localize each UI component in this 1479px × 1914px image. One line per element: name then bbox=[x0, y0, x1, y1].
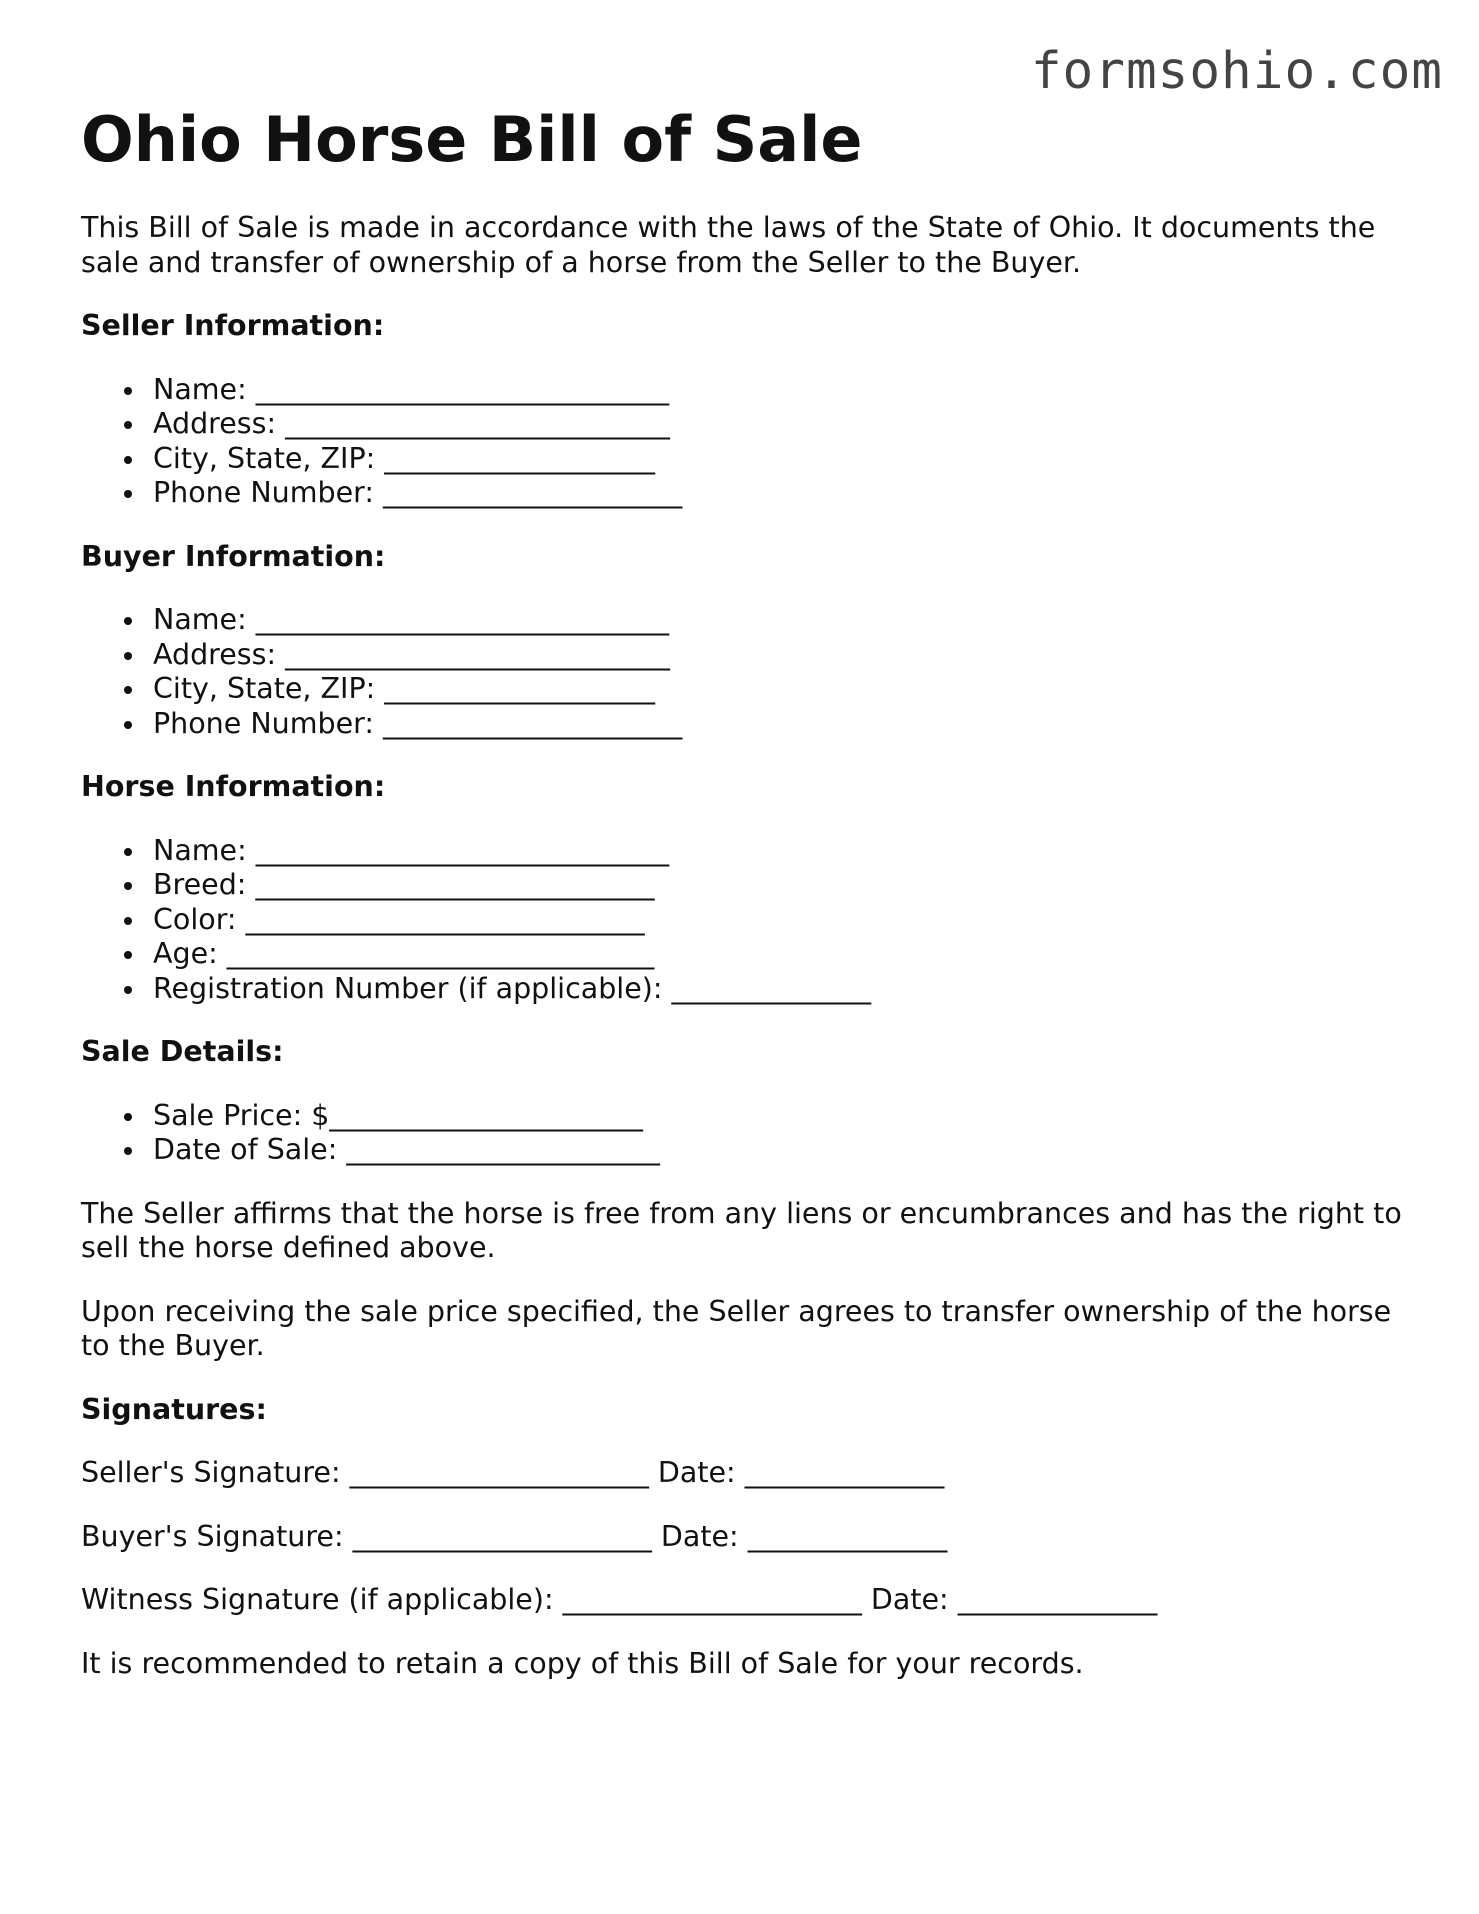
page-title: Ohio Horse Bill of Sale bbox=[81, 103, 863, 176]
buyer-name-field: Name: _____________________________ bbox=[153, 603, 1411, 638]
affirmation-paragraph: The Seller affirms that the horse is free from any liens or encumbrances and has the right to sell the horse defined above. bbox=[81, 1196, 1402, 1264]
seller-section-heading: Seller Information: bbox=[81, 309, 385, 342]
horse-info-list bbox=[81, 834, 1411, 1007]
buyer-phone-field: Phone Number: _____________________ bbox=[153, 707, 1411, 742]
horse-section-heading: Horse Information: bbox=[81, 770, 386, 803]
intro-paragraph: This Bill of Sale is made in accordance with the laws of the State of Ohio. It documents the sale and transfer of ownership of a horse from the Seller to the Buyer. bbox=[81, 211, 1376, 279]
buyer-address-field: Address: ___________________________ bbox=[153, 638, 1411, 673]
buyer-section-heading: Buyer Information: bbox=[81, 539, 386, 573]
sale-section-heading: Sale Details: bbox=[81, 1035, 284, 1068]
sale-price-field: Sale Price: $______________________ bbox=[153, 1099, 1411, 1134]
seller-name-field: Name: _____________________________ bbox=[153, 373, 1411, 408]
seller-info-list bbox=[81, 373, 1411, 511]
horse-breed-field: Breed: ____________________________ bbox=[153, 868, 1411, 903]
watermark: formsohio.com bbox=[1030, 42, 1443, 101]
horse-name-field: Name: _____________________________ bbox=[153, 834, 1411, 869]
buyer-signature-line: Buyer's Signature: _____________________ Date: ______________ bbox=[81, 1519, 948, 1553]
sale-date-field: Date of Sale: ______________________ bbox=[153, 1133, 1411, 1168]
horse-age-field: Age: ______________________________ bbox=[153, 937, 1411, 972]
recommendation-paragraph: It is recommended to retain a copy of this Bill of Sale for your records. bbox=[81, 1646, 1084, 1680]
sale-details-list bbox=[81, 1099, 1411, 1168]
signatures-section-heading: Signatures: bbox=[81, 1392, 267, 1426]
buyer-info-list bbox=[81, 603, 1411, 741]
document-body bbox=[81, 211, 1411, 1681]
witness-signature-line: Witness Signature (if applicable): _____________________ Date: ______________ bbox=[81, 1583, 1158, 1616]
horse-registration-field: Registration Number (if applicable): ______________ bbox=[153, 972, 1411, 1007]
seller-city-state-zip-field: City, State, ZIP: ___________________ bbox=[153, 442, 1411, 477]
buyer-city-state-zip-field: City, State, ZIP: ___________________ bbox=[153, 672, 1411, 707]
seller-phone-field: Phone Number: _____________________ bbox=[153, 476, 1411, 511]
horse-color-field: Color: ____________________________ bbox=[153, 903, 1411, 938]
seller-address-field: Address: ___________________________ bbox=[153, 407, 1411, 442]
transfer-paragraph: Upon receiving the sale price specified, the Seller agrees to transfer ownership of the horse to the Buyer. bbox=[81, 1294, 1392, 1362]
seller-signature-line: Seller's Signature: _____________________ Date: ______________ bbox=[81, 1456, 945, 1489]
